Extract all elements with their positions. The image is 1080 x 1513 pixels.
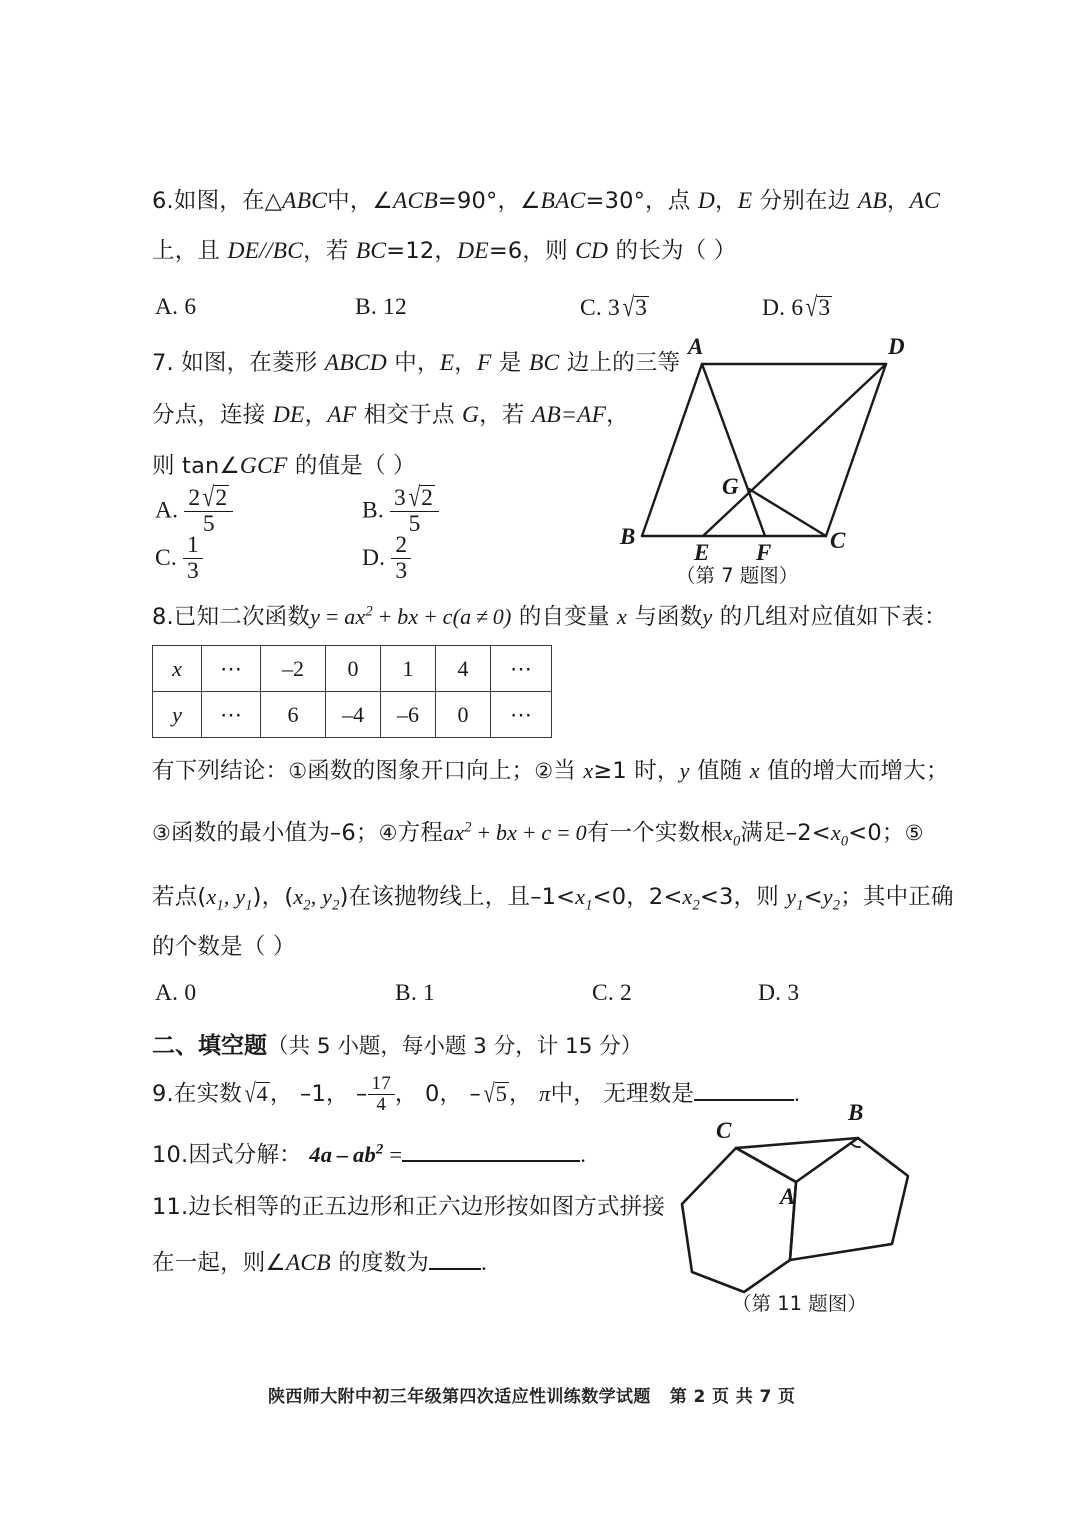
q6-option-a[interactable] [155,296,196,320]
segment-DC [826,364,886,536]
figure-question-7 [610,334,930,565]
q8-c2d: 值的增大而增大； [759,758,949,784]
q7-option-a-denominator: 5 [184,511,233,537]
q6-text-pre: 6.如图，在△ [152,188,283,214]
q9-pi-symbol: π [539,1080,551,1106]
q9-fraction [368,1074,395,1115]
q8-c2c: 值随 [689,758,750,784]
q10-answer-blank[interactable] [402,1140,580,1162]
q6-option-a-value: 6 [184,294,197,320]
q11-l2-pre: 在一起，则∠ [152,1250,286,1276]
q7-l2-m2: 相交于点 [356,402,462,428]
q6-text-m6: ， [886,188,910,214]
q7-option-a-fraction [184,482,233,537]
q6-l2-m2: =12， [386,238,458,264]
q7-option-c-numerator: 1 [187,532,199,558]
q8-option-c-value: 2 [620,980,632,1006]
q8-c4d: <0； [848,820,905,846]
q10-pre: 10.因式分解： [152,1142,310,1168]
question-9 [152,1075,800,1116]
q10-equals: = [383,1142,403,1167]
table-cell-x-0: ⋯ [202,646,261,692]
table-row-x [153,646,552,692]
q6-option-c-value: 3 √3 [608,292,648,324]
q6-var-ab: AB [857,188,887,214]
q8-stem-pre: 8.已知二次函数 [152,604,311,630]
pentagon-shape [790,1138,908,1260]
q9-tail: . [794,1080,800,1106]
segment-CB [736,1138,858,1148]
q7-option-b-denominator: 5 [390,511,439,537]
q7-l2-m1: ， [304,402,328,428]
q7-l1-m1: 中， [386,350,440,376]
segment-DE [703,364,886,536]
segment-GC [749,489,826,536]
q6-option-c-label: C. [580,295,602,321]
q6-option-d-value: 6 √3 [791,292,831,324]
q6-text-m2: =90°，∠ [437,188,541,214]
q8-option-d-label: D. [758,980,782,1006]
angle-arc-B [851,1143,860,1147]
figure-7-svg [610,348,930,558]
q7-option-c[interactable] [155,534,203,585]
figure-7-label-B: B [620,524,636,549]
q7-option-d-numerator: 2 [395,532,408,558]
figure-11-label-B: B [848,1100,864,1125]
figure-7-label-C: C [830,528,846,553]
question-8-stem [152,603,947,630]
q8-equation: $y = ax^2$ + bx + c(a ≠ 0) [310,603,512,629]
q9-answer-blank[interactable] [694,1079,794,1101]
q8-point-2: $x_2$, $y_2$ [293,884,340,914]
table-row-y [153,692,552,738]
q7-l3-m1: 的值是（ ） [287,453,416,479]
q8-option-a-value: 0 [184,980,197,1006]
q9-m4: 中， 无理数是 [550,1080,695,1107]
q8-option-d-value: 3 [787,980,800,1006]
q6-text-m3: =30°，点 [585,188,698,214]
q7-option-d-denominator: 3 [391,558,411,584]
figure-question-11 [668,1100,928,1312]
question-7-line-1 [152,352,680,376]
q8-mark-4: ④ [378,821,398,845]
q8-y1: $y_1$ [786,884,804,914]
segment-AF [702,364,765,536]
q8-c5-m1: )，( [252,884,294,910]
table-cell-y-3: –6 [381,692,436,738]
q7-option-a-numerator: 2 √2 [188,482,228,514]
q7-option-c-fraction [183,533,203,584]
figure-11-caption: （第 11 题图） [732,1292,867,1315]
q7-var-abaf: AB=AF [531,402,607,428]
q7-option-b[interactable] [362,482,439,538]
q8-x1: $x_1$ [575,884,593,914]
footer-page-label: 第 2 页 共 7 页 [669,1387,796,1407]
q11-tail: . [481,1250,488,1276]
q8-c2-x: x [583,758,594,783]
figure-7-caption: （第 7 题图） [676,564,799,587]
q8-c5-m2: )在该抛物线上，且–1< [339,884,576,910]
q8-c2-x2: x [749,758,760,783]
q6-var-de: DE [457,238,489,264]
q6-l2-m4: 的长为（ ） [608,238,737,264]
q6-var-abc: ABC [282,188,328,214]
q8-var-y: y [702,604,713,629]
q8-c5-m4: <3，则 [699,884,787,910]
table-cell-y-2: –4 [326,692,381,738]
q8-c4-x0b: $x_0$ [830,820,849,850]
q8-stem-mid: 的自变量 [511,604,618,630]
q6-option-b-label: B. [355,294,377,320]
q8-c4c: 满足–2< [740,820,831,846]
q7-var-f: F [476,350,492,376]
q9-fraction-denominator: 4 [368,1094,395,1115]
figure-11-label-A: A [780,1184,796,1209]
q6-var-ac: AC [909,188,941,214]
figure-7-label-G: G [722,474,739,499]
question-6-line-1 [152,190,940,214]
figure-7-label-F: F [756,540,772,565]
q6-option-d-label: D. [762,295,786,321]
section-two-heading [152,1027,642,1060]
q8-c4b: 有一个实数根 [586,820,723,846]
question-8-conclusion-line-4: 的个数是（ ） [152,934,296,960]
table-cell-x-5: ⋯ [491,646,552,692]
q6-text-m1: 中，∠ [327,188,393,214]
q6-var-d: D [697,188,715,214]
q6-var-e: E [737,188,753,214]
section-two-subtitle: （共 5 小题，每小题 3 分，计 15 分） [267,1034,643,1059]
q9-m1: ， –1， – [269,1080,368,1107]
q9-fraction-numerator: 17 [371,1073,391,1094]
q7-option-d[interactable] [362,534,411,585]
q8-option-b[interactable] [395,982,435,1006]
q8-c5-pre: 若点( [152,884,207,910]
question-10 [152,1140,586,1167]
q7-option-d-fraction [391,533,411,584]
q7-option-a-label: A. [155,497,179,524]
footer-exam-title: 陕西师大附中初三年级第四次适应性训练数学试题 [268,1387,651,1407]
figure-7-label-D: D [888,334,905,359]
figure-11-label-C: C [716,1118,732,1143]
q7-l2-m3: ，若 [479,402,532,428]
q7-var-gcf: GCF [239,453,288,479]
table-cell-x-3: 1 [381,646,436,692]
figure-7-label-E: E [694,540,710,565]
q11-l2-post: 的度数为 [330,1250,430,1276]
q7-option-c-label: C. [155,544,177,571]
q9-pre: 9.在实数 [152,1080,242,1107]
figure-11-svg [668,1112,928,1312]
q8-c4-equation: $ax^2$ + bx + c = 0 [443,819,587,845]
question-7-line-2 [152,404,629,428]
q6-var-bc: BC [355,238,387,264]
q8-option-a[interactable] [155,982,196,1006]
q10-tail: . [580,1142,587,1167]
q8-mark-3: ③ [152,821,172,845]
question-8-conclusion-line-3 [152,884,954,914]
question-11-line-1: 11.边长相等的正五边形和正六边形按如图方式拼接 [152,1194,666,1220]
q8-c4a: 方程 [397,820,444,846]
q8-mark-5: ⑤ [904,821,924,845]
q7-l1-m3: 是 [491,350,529,376]
q6-var-cd: CD [575,238,609,264]
q11-answer-blank[interactable] [429,1248,481,1270]
q9-m2: ， 0， – [394,1080,481,1107]
q7-l2-m4: ， [606,402,629,428]
q8-option-b-label: B. [395,980,417,1006]
q6-l2-m3: =6，则 [488,238,576,264]
table-header-y: y [153,692,202,738]
q8-mark-2: ② [534,759,554,783]
question-7-line-3 [152,455,416,479]
q8-option-c-label: C. [592,980,614,1006]
q6-var-dede: DE//BC [227,238,304,264]
q10-expression: $4a - ab^2$ [309,1141,384,1167]
question-8-conclusion-line-2 [152,819,924,850]
q8-mark-1: ① [288,759,308,783]
section-two-title: 二、填空题 [152,1033,267,1059]
q8-c5-m5: < [803,884,823,910]
q7-var-af: AF [327,402,357,428]
segment-AB [642,364,702,536]
q6-text-m5: 分别在边 [752,188,858,214]
q8-stem-m1: 与函数 [627,604,703,630]
figure-7-label-A: A [688,334,704,359]
q9-m3: ， [509,1080,540,1107]
q6-var-bac: BAC [540,188,586,214]
question-8-conclusion-line-1 [152,760,949,783]
q6-option-a-label: A. [155,294,179,320]
table-header-x: x [153,646,202,692]
q6-l2-m1: ，若 [303,238,356,264]
q6-text-m4: ， [714,188,738,214]
q8-option-b-value: 1 [423,980,435,1006]
q6-option-b-value: 12 [383,294,407,320]
q7-option-c-denominator: 3 [183,558,203,584]
q7-var-de: DE [272,402,305,428]
q8-c2-y: y [679,758,690,783]
q7-l1-m4: 边上的三等 [559,350,681,376]
q8-option-d[interactable] [758,982,799,1006]
q8-y2: $y_2$ [822,884,841,914]
table-cell-y-5: ⋯ [491,692,552,738]
table-cell-x-4: 4 [436,646,491,692]
q7-option-b-label: B. [362,497,384,524]
q7-option-a[interactable] [155,482,233,538]
q11-var-acb: ACB [285,1250,331,1276]
q6-option-c[interactable] [580,292,649,324]
q7-option-b-fraction [390,482,439,537]
hexagon-shape [682,1148,796,1292]
question-8-value-table [152,645,552,738]
question-11-line-2 [152,1248,487,1276]
q7-option-b-numerator: 3 √2 [394,482,434,514]
q8-c5-m3: <0，2< [592,884,683,910]
table-cell-x-2: 0 [326,646,381,692]
q9-sqrt-4: √4 [244,1078,268,1108]
table-cell-y-1: 6 [261,692,326,738]
table-cell-y-4: 0 [436,692,491,738]
q9-sqrt-5: √5 [483,1078,508,1108]
segment-CA [736,1148,796,1182]
q7-var-g: G [461,402,480,428]
q8-var-x: x [617,604,627,629]
q7-l1-pre: 7. 如图，在菱形 [152,350,325,376]
q8-c2a: 当 [553,758,584,784]
q8-c5-m6: ；其中正确 [840,884,954,910]
page-footer [268,1382,795,1407]
q8-option-a-label: A. [155,980,179,1006]
q8-c1: 函数的图象开口向上； [307,758,535,784]
q7-var-abcd: ABCD [324,350,387,376]
q8-option-c[interactable] [592,982,632,1006]
q8-x2: $x_2$ [682,884,700,914]
q6-var-acb: ACB [392,188,438,214]
q7-l1-m2: ， [454,350,477,376]
q8-c3: 函数的最小值为–6； [171,820,379,846]
q7-l3-pre: 则 tan∠ [152,453,240,479]
q8-c2b: ≥1 时， [593,758,680,784]
q7-var-bc: BC [528,350,560,376]
q7-var-e: E [439,350,455,376]
q8-stem-m2: 的几组对应值如下表： [712,604,947,630]
q6-option-d[interactable] [762,292,832,324]
q7-option-d-label: D. [362,544,386,571]
q8-point-1: $x_1$, $y_1$ [206,884,253,914]
q6-l2-pre: 上，且 [152,238,228,264]
table-cell-x-1: –2 [261,646,326,692]
table-cell-y-0: ⋯ [202,692,261,738]
q7-l2-pre: 分点，连接 [152,402,273,428]
question-6-line-2 [152,240,736,264]
q6-option-b[interactable] [355,296,407,320]
q8-c4-x0: $x_0$ [722,820,741,850]
q8-c-pre: 有下列结论： [152,758,289,784]
